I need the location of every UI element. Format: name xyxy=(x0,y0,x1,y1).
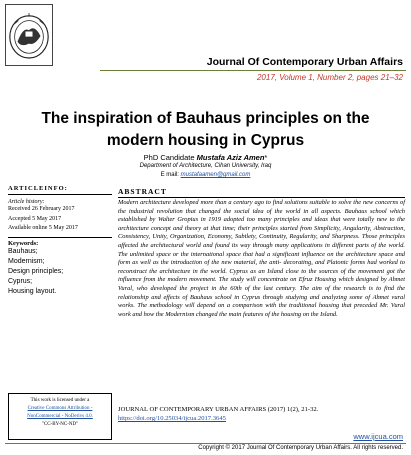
keyword: Bauhaus; xyxy=(8,247,38,255)
website-link[interactable]: www.ijcua.com xyxy=(353,432,403,441)
abstract-heading: ABSTRACT xyxy=(118,187,405,198)
license-box xyxy=(8,393,112,440)
author-email-link[interactable]: mustafaamen@gmail.com xyxy=(180,172,251,178)
keyword: Design principles; xyxy=(8,267,64,275)
article-info-column xyxy=(8,185,112,297)
copyright-notice: Copyright © 2017 Journal Of Contemporary Urban Affairs. All rights reserved. xyxy=(198,445,403,451)
available-date: Available online 5 May 2017 xyxy=(8,225,78,231)
author-line xyxy=(0,153,411,162)
email-label: E mail: xyxy=(160,172,179,178)
accepted-date: Accepted 5 May 2017 xyxy=(8,215,62,222)
citation: JOURNAL OF CONTEMPORARY URBAN AFFAIRS (2017) 1(2), 21-32. xyxy=(118,406,319,413)
license-text: This work is licensed under a xyxy=(30,398,90,403)
journal-name: Journal Of Contemporary Urban Affairs xyxy=(206,56,403,68)
journal-logo xyxy=(5,4,53,66)
author-affiliation: Department of Architecture, Cihan University, Iraq xyxy=(139,163,272,169)
license-tag: "CC-BY-NC-ND" xyxy=(41,422,79,427)
volume-info: 2017, Volume 1, Number 2, pages 21–32 xyxy=(256,73,403,82)
keywords-divider xyxy=(8,237,112,238)
keywords-label: Keywords: xyxy=(8,239,39,247)
keyword: Cyprus; xyxy=(8,277,33,285)
author-email-line xyxy=(0,172,411,178)
received-date: Received 26 February 2017 xyxy=(8,206,75,212)
article-info-heading: ARTICLEINFO: xyxy=(8,185,112,195)
journal-seal-logo-icon xyxy=(6,5,52,65)
footer-divider xyxy=(5,443,406,444)
author-prefix: PhD Candidate xyxy=(143,153,195,162)
doi-link[interactable]: https://doi.org/10.25034/ijcua.2017.3645 xyxy=(118,415,226,422)
article-history-label: Article history: xyxy=(8,199,45,205)
keyword: Housing layout. xyxy=(8,287,57,295)
license-link[interactable]: Creative Commons Attribution - NonCommercial - NoDerivs 4.0. xyxy=(27,406,93,419)
article-title: The inspiration of Bauhaus principles on the modern housing in Cyprus xyxy=(41,110,370,149)
author-mark: * xyxy=(264,153,268,162)
header-divider xyxy=(100,70,406,71)
author-name: Mustafa Aziz Amen xyxy=(196,153,265,162)
keyword: Modernism; xyxy=(8,257,45,265)
abstract-body: Modern architecture developed more than a century ago to find solutions suitable to solve the new concerns of the industrial revolution that changed the social idea of the world in all aspects. Bauhaus school which established by Walter Gropius in 1919 adopted too many principles and ideas that were totally new to the architecture concept and theory at that time; their principles started from Simplicity, Angularity, Abstraction, Consistency, Unity, Organization, Economy, Subtlety, Continuity, Regularity, and Sharpness. Those principles affected the architectural world and found its way through many applications in different parts of the world. The unlimited space or the international space that had a significant influence on the architecture space and form as well as the introduction of the new material, the anti- decorating, and Platonic forms had worked to reconstruct the architecture in the world. Cyprus as an Island close to the sources of the movement got the influence from the modern movement. The study will concentrate on Efruz Housing which designed by Ahmet Vural, who developed the project in the 60th of the last century. The aim of the research is to find the relationship and effects of Bauhaus school in Cyprus through studying and analyzing some of Ahmet vural works. The methodology will depend on a comparison with the traditional housing that preceded Mr. Vural work and how the Modernism changed the main features of the housing on the Island. xyxy=(118,199,405,318)
